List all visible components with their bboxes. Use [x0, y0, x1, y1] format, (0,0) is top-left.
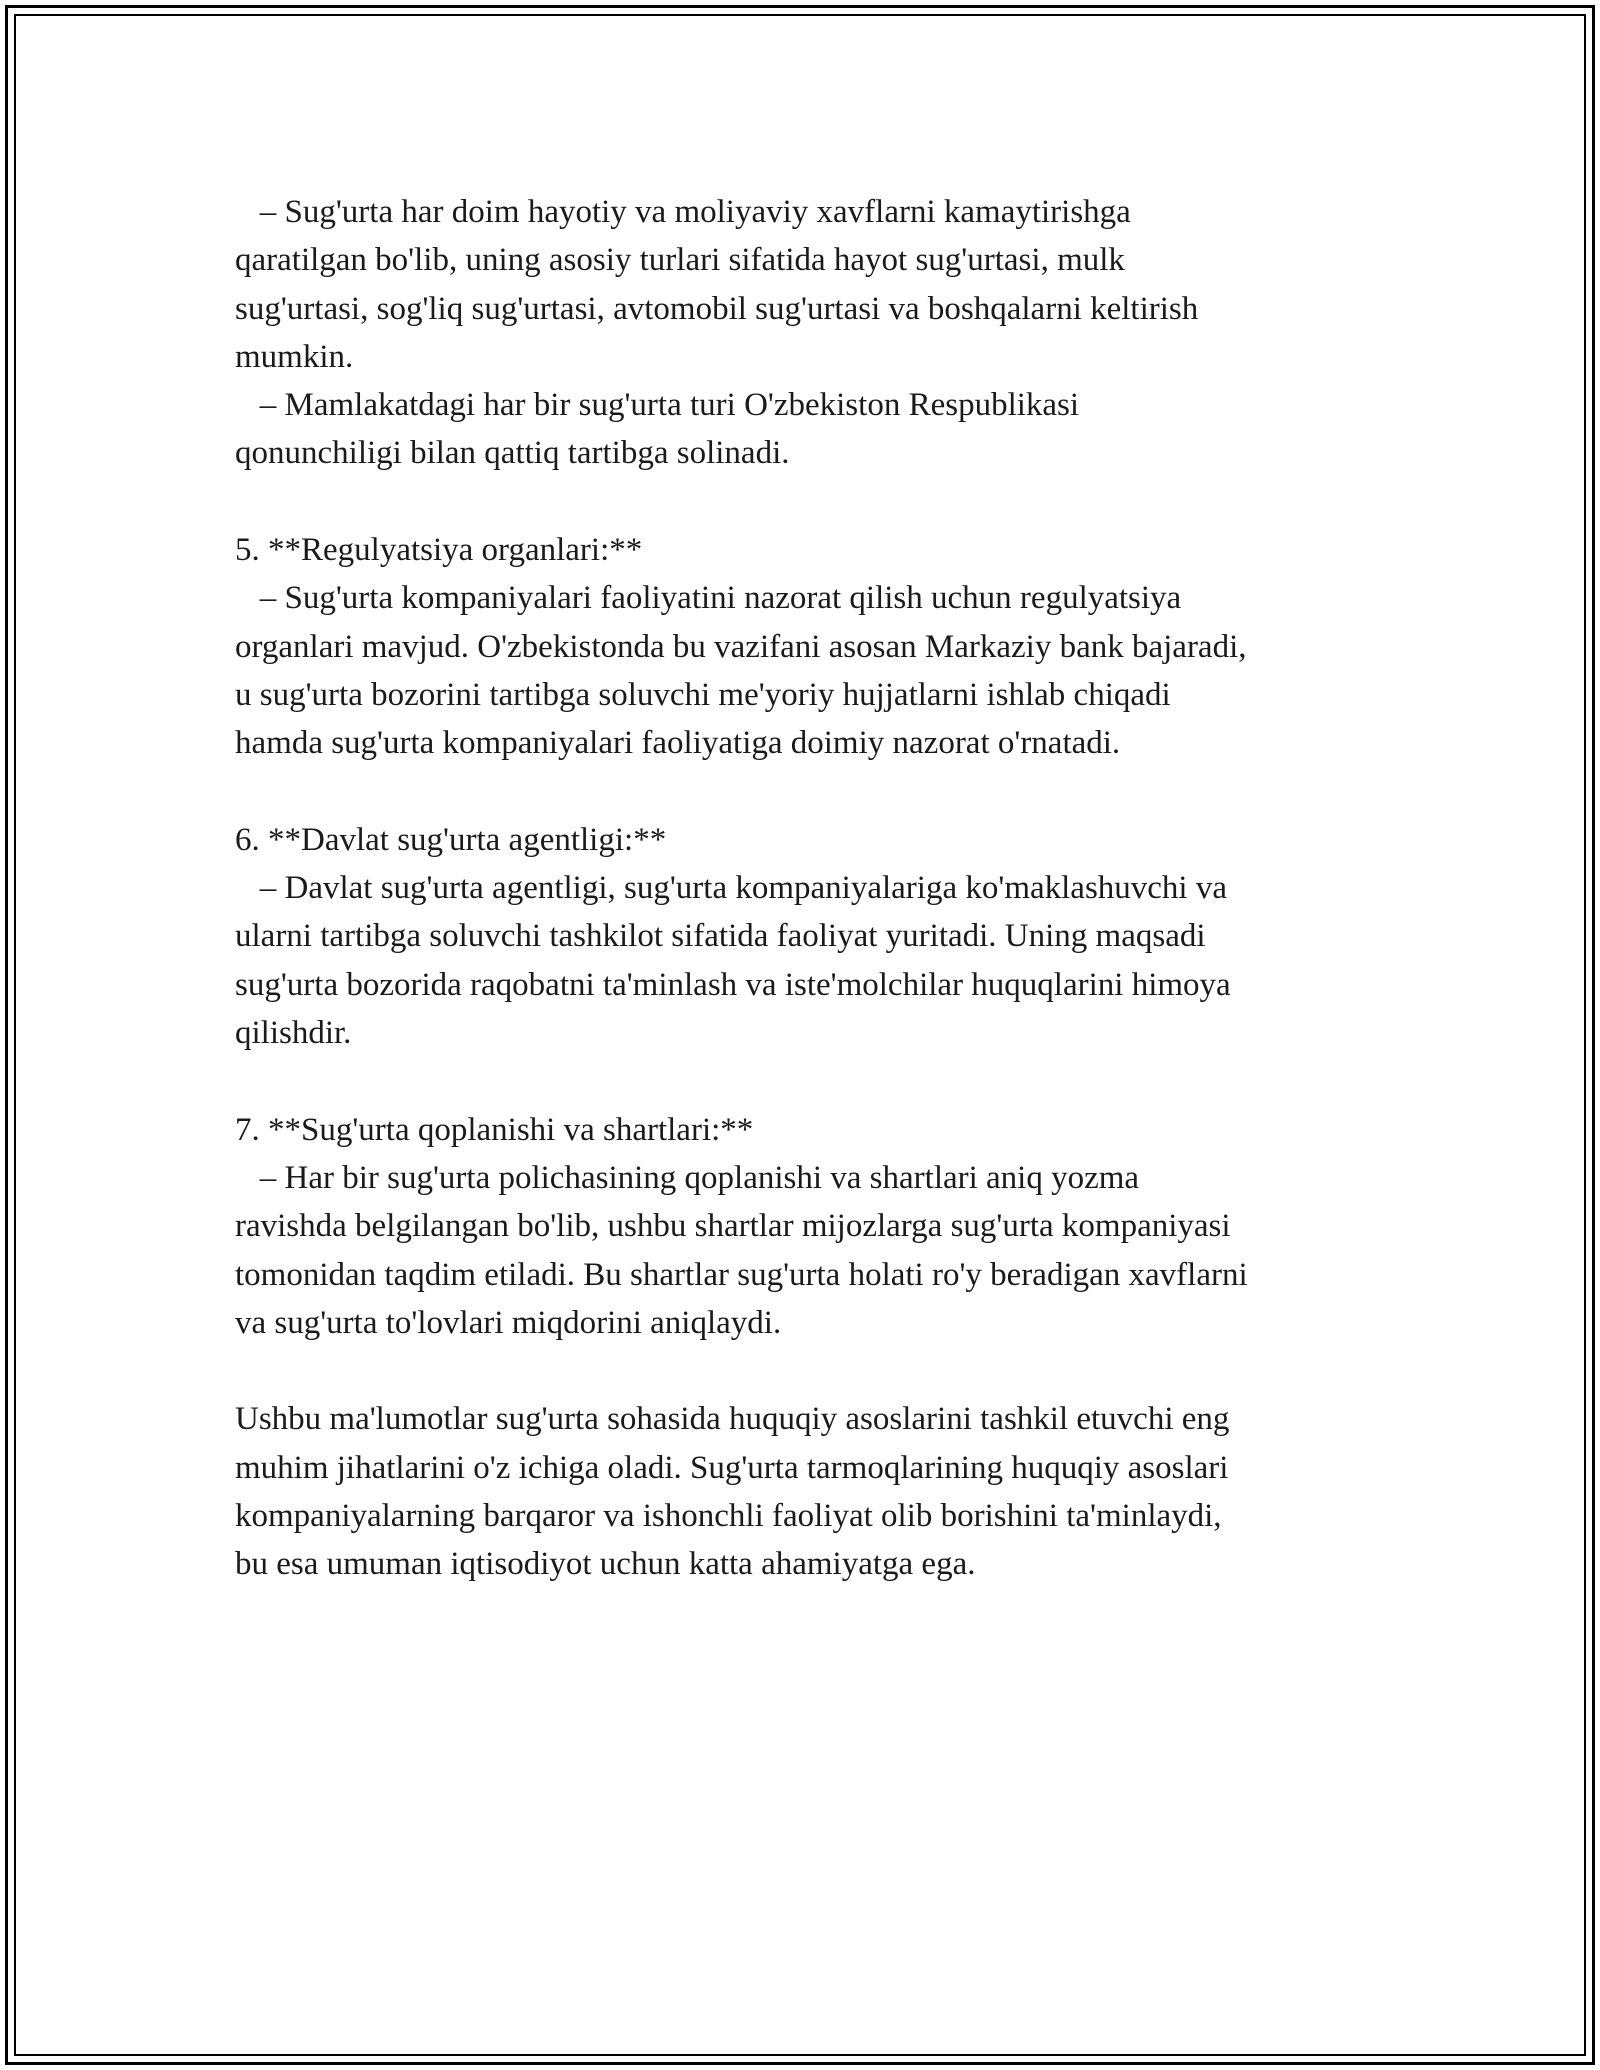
text-line: qonunchiligi bilan qattiq tartibga solinadi. — [235, 435, 790, 472]
section-heading: 6. **Davlat sug'urta agentligi:** — [235, 821, 667, 858]
text-line: u sug'urta bozorini tartibga soluvchi me'yoriy hujjatlarni ishlab chiqadi — [235, 676, 1171, 713]
text-line: organlari mavjud. O'zbekistonda bu vazifani asosan Markaziy bank bajaradi, — [235, 628, 1247, 665]
paragraph-gap — [235, 768, 1375, 816]
text-line: kompaniyalarning barqaror va ishonchli faoliyat olib borishini ta'minlaydi, — [235, 1498, 1222, 1535]
text-line: hamda sug'urta kompaniyalari faoliyatiga doimiy nazorat o'rnatadi. — [235, 725, 1121, 762]
paragraph-gap — [235, 478, 1375, 526]
text-line: mumkin. — [235, 338, 354, 375]
text-line: – Har bir sug'urta polichasining qoplanishi va shartlari aniq yozma — [235, 1159, 1140, 1196]
text-line: qaratilgan bo'lib, uning asosiy turlari sifatida hayot sug'urtasi, mulk — [235, 242, 1125, 279]
text-line: muhim jihatlarini o'z ichiga oladi. Sug'urta tarmoqlarining huquqiy asoslari — [235, 1449, 1229, 1486]
text-line: sug'urtasi, sog'liq sug'urtasi, avtomobil sug'urtasi va boshqalarni keltirish — [235, 290, 1199, 327]
text-line: tomonidan taqdim etiladi. Bu shartlar sug'urta holati ro'y beradigan xavflarni — [235, 1256, 1248, 1293]
text-line: – Davlat sug'urta agentligi, sug'urta kompaniyalariga ko'maklashuvchi va — [235, 870, 1227, 907]
text-line: va sug'urta to'lovlari miqdorini aniqlaydi. — [235, 1304, 782, 1341]
document-body — [235, 188, 1375, 1589]
text-line: – Mamlakatdagi har bir sug'urta turi O'zbekiston Respublikasi — [235, 387, 1080, 424]
text-line: – Sug'urta kompaniyalari faoliyatini nazorat qilish uchun regulyatsiya — [235, 580, 1182, 617]
paragraph-gap — [235, 1057, 1375, 1105]
text-line: bu esa umuman iqtisodiyot uchun katta ahamiyatga ega. — [235, 1546, 976, 1583]
text-line: sug'urta bozorida raqobatni ta'minlash va iste'molchilar huquqlarini himoya — [235, 966, 1231, 1003]
section-heading: 7. **Sug'urta qoplanishi va shartlari:** — [235, 1111, 754, 1148]
text-line: ravishda belgilangan bo'lib, ushbu shartlar mijozlarga sug'urta kompaniyasi — [235, 1208, 1231, 1245]
text-line: ularni tartibga soluvchi tashkilot sifatida faoliyat yuritadi. Uning maqsadi — [235, 918, 1206, 955]
text-line: qilishdir. — [235, 1015, 352, 1052]
text-line: Ushbu ma'lumotlar sug'urta sohasida huquqiy asoslarini tashkil etuvchi eng — [235, 1401, 1230, 1438]
section-heading: 5. **Regulyatsiya organlari:** — [235, 532, 643, 569]
paragraph-gap — [235, 1347, 1375, 1395]
text-line: – Sug'urta har doim hayotiy va moliyaviy xavflarni kamaytirishga — [235, 194, 1131, 230]
